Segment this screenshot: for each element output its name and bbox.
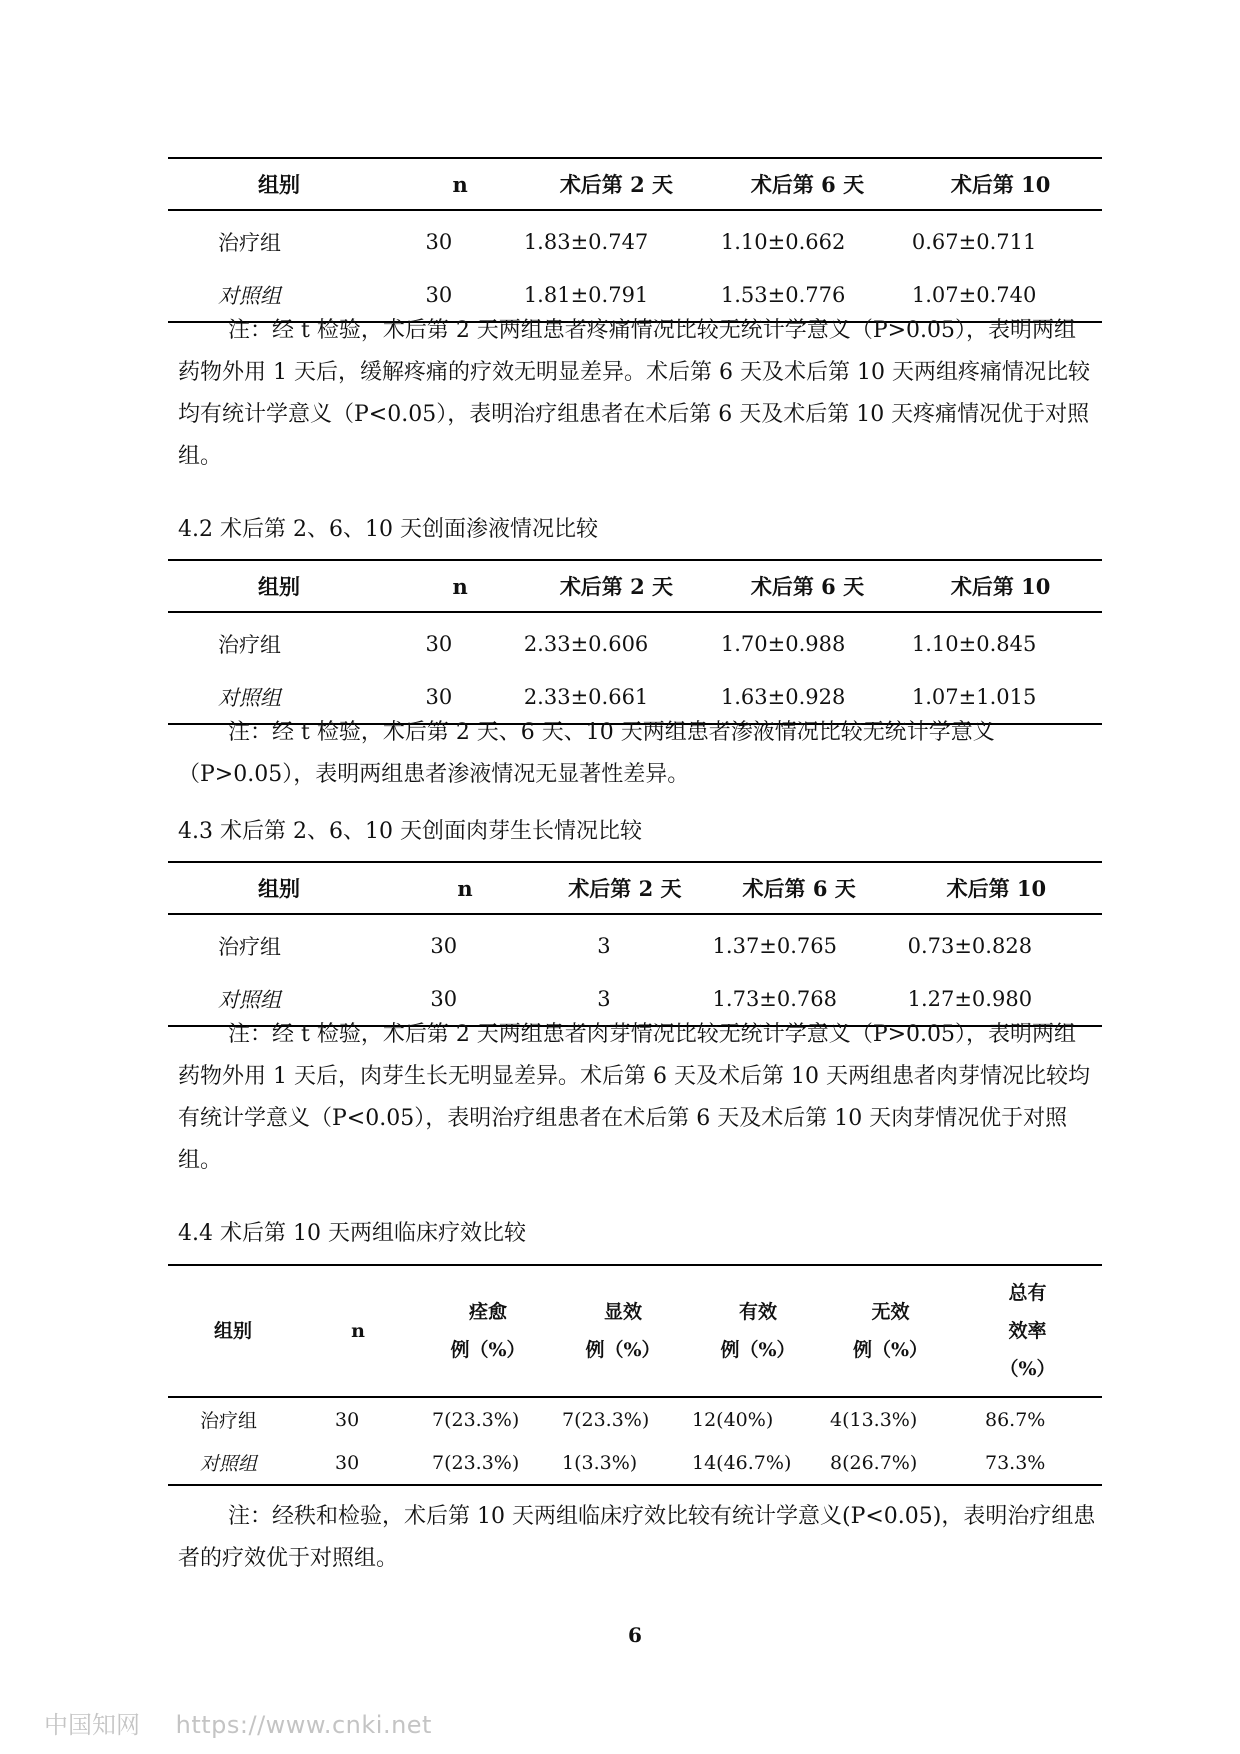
cell-ineffective: 4(13.3%) bbox=[830, 1408, 918, 1431]
header-day6: 术后第 6 天 bbox=[750, 574, 865, 599]
header-ineffective-line2: 例（%） bbox=[852, 1339, 929, 1361]
table-row bbox=[168, 612, 1102, 670]
cell-day10: 0.73±0.828 bbox=[907, 933, 1033, 958]
cell-effective: 14(46.7%) bbox=[692, 1451, 792, 1474]
cell-group: 对照组 bbox=[218, 283, 281, 308]
header-cured bbox=[418, 1265, 558, 1397]
header-cured-line2: 例（%） bbox=[450, 1339, 526, 1361]
watermark-url: https://www.cnki.net bbox=[175, 1711, 432, 1739]
table-row bbox=[168, 914, 1102, 972]
header-total-line1: 总有 bbox=[1008, 1282, 1047, 1304]
header-ineffective-line1: 无效 bbox=[871, 1301, 910, 1323]
header-group: 组别 bbox=[258, 876, 300, 901]
exudate-comparison-table bbox=[168, 559, 1102, 725]
section-4-4-heading: 4.4 术后第 10 天两组临床疗效比较 bbox=[178, 1221, 526, 1246]
header-n: n bbox=[457, 875, 473, 901]
cell-day2: 3 bbox=[597, 986, 611, 1011]
header-day2: 术后第 2 天 bbox=[559, 172, 674, 197]
header-day2: 术后第 2 天 bbox=[559, 574, 674, 599]
granulation-comparison-table bbox=[168, 861, 1102, 1027]
table2-note: 注：经 t 检验，术后第 2 天、6 天、10 天两组患者渗液情况比较无统计学意义（P>0.05），表明两组患者渗液情况无显著性差异。 bbox=[178, 720, 995, 787]
header-day6: 术后第 6 天 bbox=[742, 876, 856, 901]
table3-note: 注：经 t 检验，术后第 2 天两组患者肉芽情况比较无统计学意义（P>0.05），表明两组药物外用 1 天后，肉芽生长无明显差异。术后第 6 天及术后第 10 天两组患者肉芽情况比较均有统计学意义（P<0.05），表明治疗组患者在术后第 6 天及术后第 10 天肉芽情况优于对照组。 bbox=[178, 1022, 1090, 1173]
cell-day6: 1.73±0.768 bbox=[712, 986, 838, 1011]
header-day10: 术后第 10 bbox=[950, 574, 1051, 599]
cell-ineffective: 8(26.7%) bbox=[830, 1451, 918, 1474]
cell-day2: 2.33±0.606 bbox=[523, 631, 649, 656]
cell-group: 治疗组 bbox=[218, 632, 281, 657]
cell-effective: 12(40%) bbox=[692, 1408, 774, 1431]
section-4-2-heading: 4.2 术后第 2、6、10 天创面渗液情况比较 bbox=[178, 517, 598, 542]
cell-day10: 1.27±0.980 bbox=[907, 986, 1033, 1011]
header-group: 组别 bbox=[258, 574, 300, 599]
cell-day6: 1.53±0.776 bbox=[720, 282, 846, 307]
header-day10: 术后第 10 bbox=[950, 172, 1051, 197]
header-effective-line1: 有效 bbox=[738, 1301, 777, 1323]
cell-group: 治疗组 bbox=[200, 1410, 258, 1432]
header-n: n bbox=[452, 171, 468, 197]
cell-n: 30 bbox=[430, 986, 458, 1011]
cell-n: 30 bbox=[425, 282, 453, 307]
cell-cured: 7(23.3%) bbox=[432, 1451, 520, 1474]
cell-total: 86.7% bbox=[985, 1408, 1046, 1431]
header-effective-line2: 例（%） bbox=[720, 1339, 796, 1361]
cell-day2: 1.81±0.791 bbox=[523, 282, 649, 307]
cell-group: 对照组 bbox=[200, 1453, 258, 1475]
header-total-line3: （%） bbox=[999, 1358, 1056, 1380]
cell-cured: 7(23.3%) bbox=[432, 1408, 520, 1431]
header-day6: 术后第 6 天 bbox=[750, 172, 865, 197]
table1-note: 注：经 t 检验，术后第 2 天两组患者疼痛情况比较无统计学意义（P>0.05），表明两组药物外用 1 天后，缓解疼痛的疗效无明显差异。术后第 6 天及术后第 10 天两组疼痛情况比较均有统计学意义（P<0.05），表明治疗组患者在术后第 6 天及术后第 10 天疼痛情况优于对照组。 bbox=[178, 318, 1090, 469]
table-row bbox=[168, 210, 1102, 268]
header-n: n bbox=[351, 1320, 365, 1342]
cell-day2: 1.83±0.747 bbox=[523, 229, 649, 254]
table-row bbox=[168, 1397, 1102, 1441]
pain-comparison-table bbox=[168, 157, 1102, 323]
table-header-row bbox=[168, 862, 1102, 914]
cell-n: 30 bbox=[335, 1408, 360, 1431]
cell-n: 30 bbox=[335, 1451, 360, 1474]
cell-total: 73.3% bbox=[985, 1451, 1046, 1474]
header-marked-line2: 例（%） bbox=[585, 1339, 661, 1361]
table-header-row bbox=[168, 158, 1102, 210]
cell-day10: 1.07±0.740 bbox=[911, 282, 1037, 307]
cell-day2: 2.33±0.661 bbox=[523, 684, 649, 709]
cell-n: 30 bbox=[425, 631, 453, 656]
cell-marked: 1(3.3%) bbox=[562, 1451, 638, 1474]
cell-day10: 1.07±1.015 bbox=[911, 684, 1037, 709]
cell-group: 对照组 bbox=[218, 987, 281, 1012]
cell-day10: 0.67±0.711 bbox=[911, 229, 1037, 254]
header-cured-line1: 痊愈 bbox=[468, 1301, 507, 1323]
cell-day6: 1.37±0.765 bbox=[712, 933, 838, 958]
table-row bbox=[168, 1441, 1102, 1485]
header-group: 组别 bbox=[258, 172, 300, 197]
cell-group: 治疗组 bbox=[218, 230, 281, 255]
cell-day10: 1.10±0.845 bbox=[911, 631, 1037, 656]
cell-group: 治疗组 bbox=[218, 934, 281, 959]
cell-day6: 1.63±0.928 bbox=[720, 684, 846, 709]
cell-group: 对照组 bbox=[218, 685, 281, 710]
header-effective bbox=[688, 1265, 828, 1397]
header-group: 组别 bbox=[213, 1320, 252, 1342]
header-marked bbox=[558, 1265, 688, 1397]
table-header-row bbox=[168, 1265, 1102, 1397]
header-n: n bbox=[452, 573, 468, 599]
watermark-name: 中国知网 bbox=[44, 1711, 140, 1739]
header-total-line2: 效率 bbox=[1008, 1320, 1047, 1342]
section-4-3-heading: 4.3 术后第 2、6、10 天创面肉芽生长情况比较 bbox=[178, 819, 642, 844]
cell-day2: 3 bbox=[597, 933, 611, 958]
header-day10: 术后第 10 bbox=[946, 876, 1047, 901]
cell-n: 30 bbox=[430, 933, 458, 958]
table4-note: 注：经秩和检验，术后第 10 天两组临床疗效比较有统计学意义(P<0.05)，表明治疗组患者的疗效优于对照组。 bbox=[178, 1504, 1096, 1571]
cell-marked: 7(23.3%) bbox=[562, 1408, 650, 1431]
cell-n: 30 bbox=[425, 229, 453, 254]
table-header-row bbox=[168, 560, 1102, 612]
cell-day6: 1.70±0.988 bbox=[720, 631, 846, 656]
page-number: 6 bbox=[628, 1623, 642, 1647]
header-day2: 术后第 2 天 bbox=[568, 876, 682, 901]
header-ineffective bbox=[828, 1265, 953, 1397]
cell-day6: 1.10±0.662 bbox=[720, 229, 846, 254]
header-total bbox=[953, 1265, 1102, 1397]
clinical-efficacy-table bbox=[168, 1264, 1102, 1486]
header-marked-line1: 显效 bbox=[603, 1301, 642, 1323]
cell-n: 30 bbox=[425, 684, 453, 709]
cnki-watermark bbox=[44, 1705, 432, 1740]
